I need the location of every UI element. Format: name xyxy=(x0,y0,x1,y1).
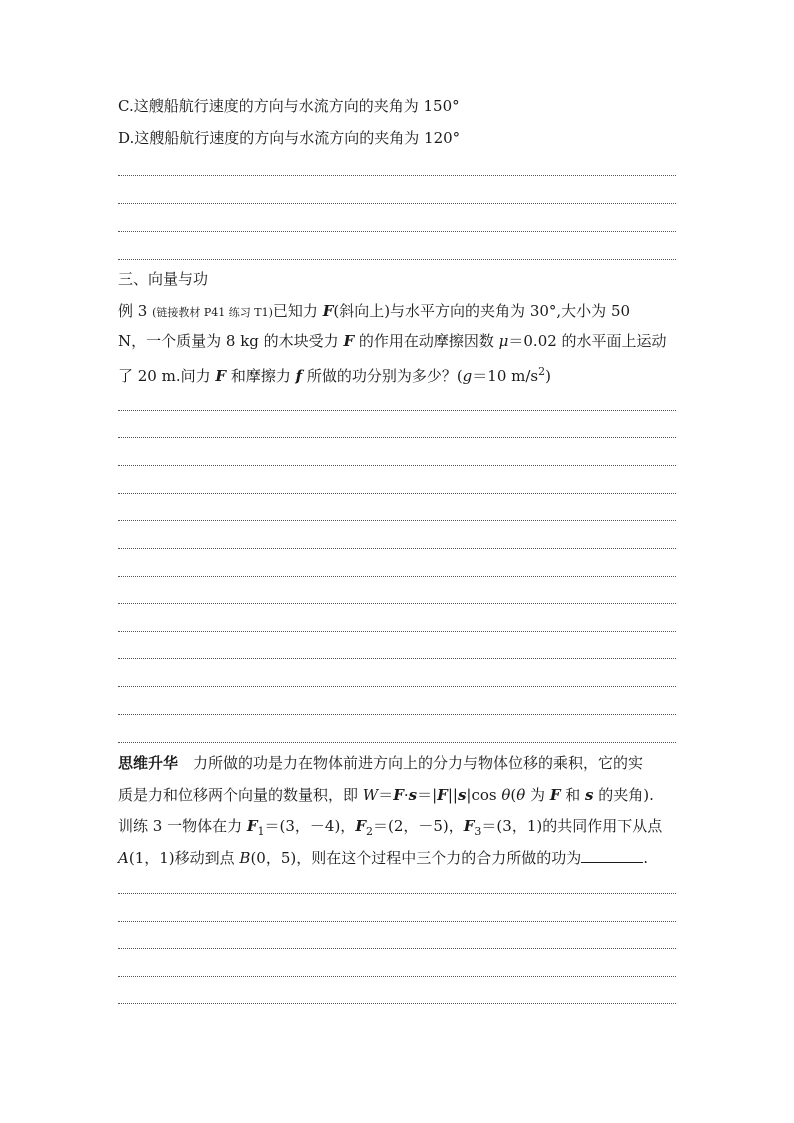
training-label: 训练 3 xyxy=(118,817,163,835)
superscript: 2 xyxy=(538,365,546,378)
text: (0，5)，则在这个过程中三个力的合力所做的功为 xyxy=(250,849,582,867)
answer-line xyxy=(118,259,676,260)
answer-line xyxy=(118,520,676,521)
text: ( xyxy=(510,786,517,804)
text: |cos xyxy=(466,786,502,804)
answer-line xyxy=(118,714,676,715)
answer-line xyxy=(118,631,676,632)
force-symbol: F xyxy=(343,332,355,350)
text: ＝(3，－4)， xyxy=(264,817,356,835)
text: || xyxy=(447,786,458,804)
theta-symbol: θ xyxy=(501,786,511,804)
text: 了 20 m.问力 xyxy=(118,367,216,385)
text: 的作用在动摩擦因数 xyxy=(354,332,499,350)
friction-symbol: f xyxy=(295,367,303,385)
answer-line xyxy=(118,948,676,949)
subscript: 1 xyxy=(257,825,265,838)
force-symbol: F xyxy=(463,817,475,835)
training3-line1 xyxy=(118,816,662,842)
thinking-line2 xyxy=(118,785,654,805)
answer-line xyxy=(118,175,676,176)
work-symbol: W xyxy=(362,786,379,804)
text: ＝(2，－5)， xyxy=(372,817,464,835)
answer-line xyxy=(118,437,676,438)
force-symbol: F xyxy=(246,817,258,835)
dot-operator: · xyxy=(403,786,409,804)
answer-line xyxy=(118,603,676,604)
answer-line xyxy=(118,576,676,577)
text: . xyxy=(643,849,649,867)
answer-line xyxy=(118,203,676,204)
answer-line xyxy=(118,493,676,494)
thinking-line1 xyxy=(118,753,643,773)
textbook-link: (链接教材 P41 练习 T1) xyxy=(152,306,273,319)
text: N，一个质量为 8 kg 的木块受力 xyxy=(118,332,344,350)
example-label: 例 3 xyxy=(118,302,148,320)
force-symbol: F xyxy=(355,817,366,835)
point-a: A xyxy=(118,849,129,867)
subscript: 2 xyxy=(365,825,373,838)
answer-line xyxy=(118,742,676,743)
text: 和摩擦力 xyxy=(226,367,296,385)
answer-line xyxy=(118,231,676,232)
text: 力所做的功是力在物体前进方向上的分力与物体位移的乘积，它的实 xyxy=(178,754,644,772)
answer-line xyxy=(118,1003,676,1004)
displacement-symbol: s xyxy=(585,786,594,804)
force-symbol: F xyxy=(322,302,334,320)
answer-line xyxy=(118,921,676,922)
text: 为 xyxy=(525,786,550,804)
force-symbol: F xyxy=(549,786,561,804)
displacement-symbol: s xyxy=(408,786,418,804)
text: 和 xyxy=(560,786,586,804)
example3-line2 xyxy=(118,331,667,351)
text: 的夹角). xyxy=(593,786,654,804)
text: ＝0.02 的水平面上运动 xyxy=(508,332,667,350)
answer-line xyxy=(118,658,676,659)
answer-line xyxy=(118,548,676,549)
theta-symbol: θ xyxy=(516,786,526,804)
force-symbol: F xyxy=(437,786,448,804)
training3-line2 xyxy=(118,848,648,868)
g-symbol: g xyxy=(462,367,473,385)
example3-line1 xyxy=(118,301,630,323)
text: 已知力 xyxy=(272,302,323,320)
example3-line3 xyxy=(118,362,551,386)
section-heading: 三、向量与功 xyxy=(118,270,209,288)
answer-line xyxy=(118,976,676,977)
option-d: D.这艘船航行速度的方向与水流方向的夹角为 120° xyxy=(118,129,461,147)
answer-line xyxy=(118,465,676,466)
thinking-label: 思维升华 xyxy=(118,754,179,772)
subscript: 3 xyxy=(474,825,482,838)
text: ＝(3，1)的共同作用下从点 xyxy=(481,817,663,835)
text: (斜向上)与水平方向的夹角为 30°,大小为 50 xyxy=(333,302,631,320)
point-b: B xyxy=(239,849,251,867)
text: 一物体在力 xyxy=(162,817,247,835)
force-symbol: F xyxy=(215,367,227,385)
answer-blank[interactable] xyxy=(581,848,643,863)
text: ) xyxy=(545,367,551,385)
displacement-symbol: s xyxy=(457,786,467,804)
answer-line xyxy=(118,686,676,687)
text: 所做的功分别为多少？( xyxy=(302,367,463,385)
answer-line xyxy=(118,410,676,411)
text: 质是力和位移两个向量的数量积，即 xyxy=(118,786,363,804)
text: (1，1)移动到点 xyxy=(128,849,240,867)
mu-symbol: μ xyxy=(498,332,509,350)
text: ＝ xyxy=(378,786,394,804)
answer-line xyxy=(118,893,676,894)
option-c: C.这艘船航行速度的方向与水流方向的夹角为 150° xyxy=(118,97,460,115)
text: ＝10 m/s xyxy=(472,367,539,385)
force-symbol: F xyxy=(393,786,404,804)
text: ＝| xyxy=(417,786,438,804)
